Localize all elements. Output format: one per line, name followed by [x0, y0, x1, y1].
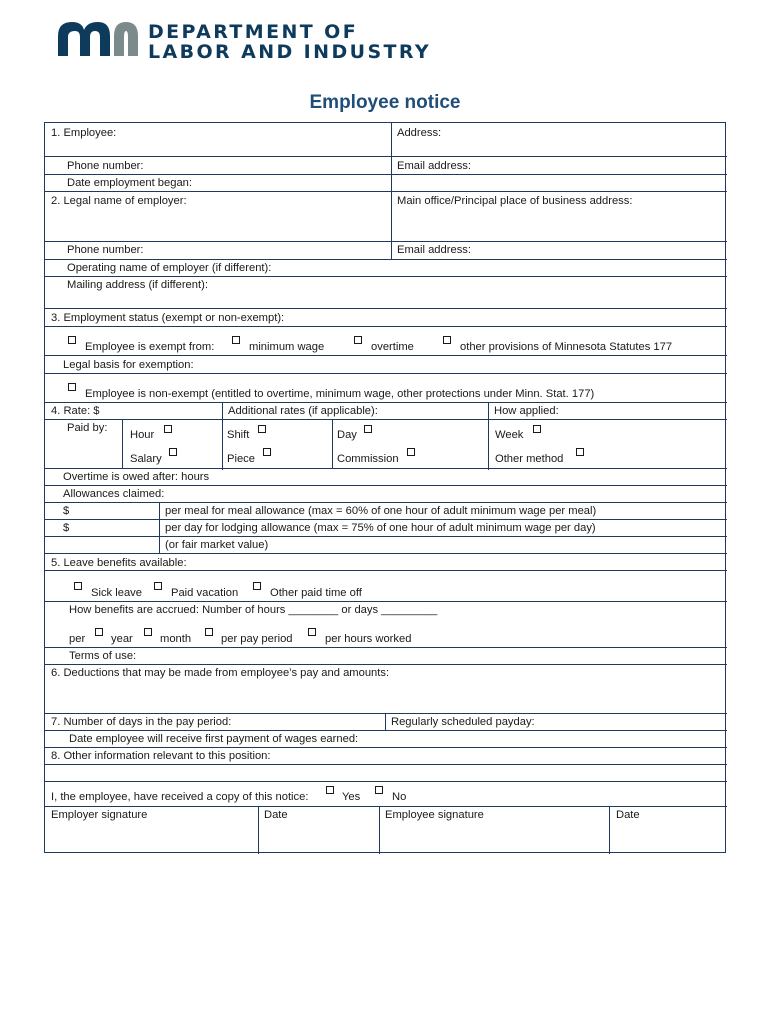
terms-of-use-label: Terms of use:	[69, 650, 137, 662]
employment-status-label: 3. Employment status (exempt or non-exempt):	[51, 312, 285, 324]
mailing-address-label: Mailing address (if different):	[67, 279, 208, 291]
leave-benefits-label: 5. Leave benefits available:	[51, 557, 187, 569]
non-exempt-label: Employee is non-exempt (entitled to overtime, minimum wage, other protections under Minn. Stat. 177)	[85, 388, 595, 400]
other-provisions-checkbox[interactable]	[443, 336, 451, 344]
no-checkbox[interactable]	[375, 786, 383, 794]
per-label: per	[69, 633, 86, 645]
fair-market-label: (or fair market value)	[165, 539, 269, 551]
other-info-label: 8. Other information relevant to this position:	[51, 750, 271, 762]
acknowledgement-label: I, the employee, have received a copy of this notice:	[51, 791, 309, 803]
paid-by-label: Paid by:	[67, 422, 108, 434]
overtime-checkbox[interactable]	[354, 336, 362, 344]
employee-date-label: Date	[616, 809, 640, 821]
employee-signature-label: Employee signature	[385, 809, 484, 821]
per-hours-worked-label: per hours worked	[325, 633, 412, 645]
rate-label: 4. Rate: $	[51, 405, 100, 417]
year-label: year	[111, 633, 133, 645]
operating-name-label: Operating name of employer (if different):	[67, 262, 272, 274]
hour-label: Hour	[130, 429, 155, 441]
accrued-label: How benefits are accrued: Number of hours ________ or days _________	[69, 604, 438, 616]
year-checkbox[interactable]	[95, 628, 103, 636]
commission-checkbox[interactable]	[407, 448, 415, 456]
day-label: Day	[337, 429, 357, 441]
phone-label-2: Phone number:	[67, 244, 144, 256]
month-label: month	[160, 633, 192, 645]
minimum-wage-checkbox[interactable]	[232, 336, 240, 344]
sick-leave-label: Sick leave	[91, 587, 142, 599]
day-checkbox[interactable]	[364, 425, 372, 433]
week-checkbox[interactable]	[533, 425, 541, 433]
email-label-2: Email address:	[397, 244, 471, 256]
first-payment-label: Date employee will receive first payment of wages earned:	[69, 733, 359, 745]
address-label: Address:	[397, 127, 442, 139]
exempt-from-label: Employee is exempt from:	[85, 341, 215, 353]
email-label-1: Email address:	[397, 160, 471, 172]
lodging-allowance-label: per day for lodging allowance (max = 75% of one hour of adult minimum wage per day)	[165, 522, 596, 534]
employee-label: 1. Employee:	[51, 127, 117, 139]
deductions-label: 6. Deductions that may be made from employee’s pay and amounts:	[51, 667, 390, 679]
exempt-checkbox[interactable]	[68, 336, 76, 344]
other-method-checkbox[interactable]	[576, 448, 584, 456]
salary-checkbox[interactable]	[169, 448, 177, 456]
employee-notice-form	[44, 122, 726, 853]
other-provisions-label: other provisions of Minnesota Statutes 177	[460, 341, 673, 353]
paid-vacation-label: Paid vacation	[171, 587, 239, 599]
paid-vacation-checkbox[interactable]	[154, 582, 162, 590]
employer-date-label: Date	[264, 809, 288, 821]
allowances-label: Allowances claimed:	[63, 488, 165, 500]
yes-checkbox[interactable]	[326, 786, 334, 794]
additional-rates-label: Additional rates (if applicable):	[228, 405, 378, 417]
minimum-wage-label: minimum wage	[249, 341, 325, 353]
phone-label-1: Phone number:	[67, 160, 144, 172]
logo-line-2: LABOR AND INDUSTRY	[148, 41, 432, 63]
salary-label: Salary	[130, 453, 162, 465]
logo-line-1: DEPARTMENT OF	[148, 21, 359, 43]
legal-name-label: 2. Legal name of employer:	[51, 195, 187, 207]
non-exempt-checkbox[interactable]	[68, 383, 76, 391]
overtime-owed-label: Overtime is owed after: hours	[63, 471, 210, 483]
sick-leave-checkbox[interactable]	[74, 582, 82, 590]
meal-dollar-label: $	[63, 505, 70, 517]
piece-label: Piece	[227, 453, 255, 465]
payday-label: Regularly scheduled payday:	[391, 716, 535, 728]
how-applied-label: How applied:	[494, 405, 559, 417]
overtime-label: overtime	[371, 341, 414, 353]
piece-checkbox[interactable]	[263, 448, 271, 456]
no-label: No	[392, 791, 407, 803]
per-pay-period-label: per pay period	[221, 633, 293, 645]
pay-period-days-label: 7. Number of days in the pay period:	[51, 716, 232, 728]
hour-checkbox[interactable]	[164, 425, 172, 433]
other-paid-label: Other paid time off	[270, 587, 362, 599]
other-method-label: Other method	[495, 453, 564, 465]
per-hours-worked-checkbox[interactable]	[308, 628, 316, 636]
shift-checkbox[interactable]	[258, 425, 266, 433]
yes-label: Yes	[342, 791, 361, 803]
per-pay-period-checkbox[interactable]	[205, 628, 213, 636]
other-paid-checkbox[interactable]	[253, 582, 261, 590]
lodging-dollar-label: $	[63, 522, 70, 534]
meal-allowance-label: per meal for meal allowance (max = 60% of one hour of adult minimum wage per meal)	[165, 505, 597, 517]
week-label: Week	[495, 429, 524, 441]
employer-signature-label: Employer signature	[51, 809, 148, 821]
commission-label: Commission	[337, 453, 399, 465]
mn-mark-icon	[56, 18, 140, 58]
main-office-label: Main office/Principal place of business address:	[397, 195, 633, 207]
page-title: Employee notice	[309, 92, 461, 113]
shift-label: Shift	[227, 429, 250, 441]
month-checkbox[interactable]	[144, 628, 152, 636]
date-employment-began-label: Date employment began:	[67, 177, 193, 189]
legal-basis-label: Legal basis for exemption:	[63, 359, 194, 371]
mn-logo	[56, 18, 432, 64]
